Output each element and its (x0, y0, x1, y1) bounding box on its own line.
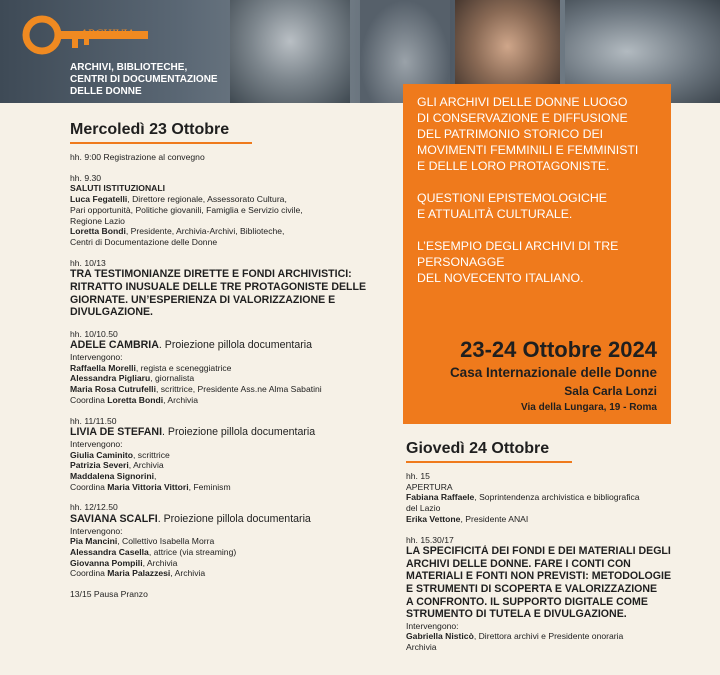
event-venue: Casa Internazionale delle Donne (449, 365, 657, 380)
announcement-text: GLI ARCHIVI DELLE DONNE LUOGO DI CONSERVAZIONE E DIFFUSIONE DEL PATRIMONIO STORICO DEI MOVIMENTI FEMMINILI E FEMMINISTI E DELLE LORO PROTAGONISTE. QUESTIONI EPISTEMOLOGICHE E ATTUALITÀ CULTURALE. L’ESEMPIO DEGLI ARCHIVI DI TRE PERSONAGGE DEL NOVECENTO ITALIANO. (417, 95, 639, 285)
spacer (70, 319, 400, 329)
day1-title-underline (70, 142, 252, 144)
session-title: STRUMENTO DI TUTELA E DIVULGAZIONE. (406, 608, 627, 621)
schedule-line: hh. 10/10.50 (70, 328, 118, 339)
schedule-line: Luca Fegatelli, Direttore regionale, Assessorato Cultura, (70, 194, 287, 205)
schedule-line: Loretta Bondi, Presidente, Archivia-Archivi, Biblioteche, (70, 226, 285, 237)
session-title: RITRATTO INUSUALE DELLE TRE PROTAGONISTE DELLE (70, 280, 367, 293)
spacer (70, 406, 400, 416)
session-title: TRA TESTIMONIANZE DIRETTE E FONDI ARCHIVISTICI: (70, 268, 352, 281)
schedule-line: Fabiana Raffaele, Soprintendenza archivistica e bibliografica (406, 492, 640, 503)
schedule-line: Intervengono: (70, 525, 123, 536)
schedule-line: 13/15 Pausa Pranzo (70, 589, 148, 600)
event-address: Via della Lungara, 19 - Roma (521, 402, 657, 413)
schedule-line: Centri di Documentazione delle Donne (70, 236, 218, 247)
schedule-line: del Lazio (406, 503, 441, 514)
spacer (70, 248, 400, 258)
day1-schedule (70, 152, 400, 600)
logo-text: ARCHIVIA (80, 26, 134, 40)
session-title: LIVIA DE STEFANI. Proiezione pillola documentaria (70, 426, 316, 439)
day1-title: Mercoledì 23 Ottobre (70, 121, 230, 138)
session-title: E STRUMENTI DI SCOPERTA E VALORIZZAZIONE (406, 583, 658, 595)
schedule-line: Maddalena Signorini, (70, 470, 157, 481)
schedule-line: hh. 9:00 Registrazione al convegno (70, 152, 205, 162)
schedule-line: Pia Mancini, Collettivo Isabella Morra (70, 536, 215, 547)
schedule-line: Archivia (406, 642, 437, 653)
session-title: LA SPECIFICITÀ DEI FONDI E DEI MATERIALI DEGLI (406, 545, 671, 558)
schedule-line: Giulia Caminito, scrittrice (70, 449, 170, 460)
schedule-line: hh. 15 (406, 471, 430, 481)
schedule-line: Giovanna Pompili, Archivia (70, 557, 178, 568)
schedule-line: Intervengono: (406, 620, 459, 631)
schedule-line: Maria Rosa Cutrufelli, scrittrice, Presidente Ass.ne Alma Sabatini (70, 384, 322, 395)
day2-title: Giovedì 24 Ottobre (406, 440, 550, 457)
session-title: SAVIANA SCALFI. Proiezione pillola documentaria (70, 513, 311, 526)
schedule-line: APERTURA (406, 481, 453, 492)
day2-schedule (406, 471, 716, 653)
schedule-line: Coordina Maria Vittoria Vittori, Feminism (70, 481, 231, 492)
header-subtitle: ARCHIVI, BIBLIOTECHE, CENTRI DI DOCUMENTAZIONE DELLE DONNE (70, 62, 218, 97)
session-title: ADELE CAMBRIA. Proiezione pillola documentaria (70, 339, 312, 352)
schedule-line: Erika Vettone, Presidente ANAI (406, 513, 529, 524)
event-room: Sala Carla Lonzi (564, 384, 657, 398)
schedule-line: Coordina Maria Palazzesi, Archivia (70, 568, 206, 579)
schedule-line: Patrizia Severi, Archivia (70, 460, 164, 471)
spacer (70, 163, 400, 173)
announcement-box (403, 84, 671, 424)
schedule-line: Raffaella Morelli, regista e sceneggiatrice (70, 362, 232, 373)
spacer (406, 525, 716, 535)
schedule-line: Intervengono: (70, 438, 123, 449)
session-title: MATERIALI E FONTI NON PREVISTI: METODOLOGIE (406, 570, 672, 583)
schedule-line: Pari opportunità, Politiche giovanili, Famiglia e Servizio civile, (70, 204, 303, 215)
event-dates: 23-24 Ottobre 2024 (460, 337, 657, 362)
schedule-line: Intervengono: (70, 352, 123, 362)
schedule-line: SALUTI ISTITUZIONALI (70, 183, 166, 194)
schedule-line: hh. 11/11.50 (70, 415, 117, 426)
schedule-line: Alessandra Casella, attrice (via streaming) (70, 547, 237, 558)
schedule-line: Gabriella Nisticò, Direttora archivi e Presidente onoraria (406, 631, 624, 642)
schedule-line: hh. 15.30/17 (406, 534, 454, 545)
schedule-line: hh. 9.30 (70, 172, 102, 183)
schedule-line: hh. 12/12.50 (70, 502, 118, 513)
day2-title-underline (406, 461, 572, 463)
session-title: A CONFRONTO. IL SUPPORTO DIGITALE COME (406, 595, 648, 608)
schedule-line: Alessandra Pigliaru, giornalista (70, 373, 195, 384)
session-title: DIVULGAZIONE. (70, 306, 153, 319)
spacer (70, 492, 400, 502)
schedule-line: Regione Lazio (70, 215, 125, 226)
session-title: GIORNATE. UN’ESPERIENZA DI VALORIZZAZIONE E (70, 293, 336, 306)
schedule-line: Coordina Loretta Bondi, Archivia (70, 394, 198, 405)
schedule-line: hh. 10/13 (70, 257, 106, 268)
spacer (70, 579, 400, 589)
session-title: ARCHIVI DELLE DONNE. FARE I CONTI CON (406, 557, 631, 570)
